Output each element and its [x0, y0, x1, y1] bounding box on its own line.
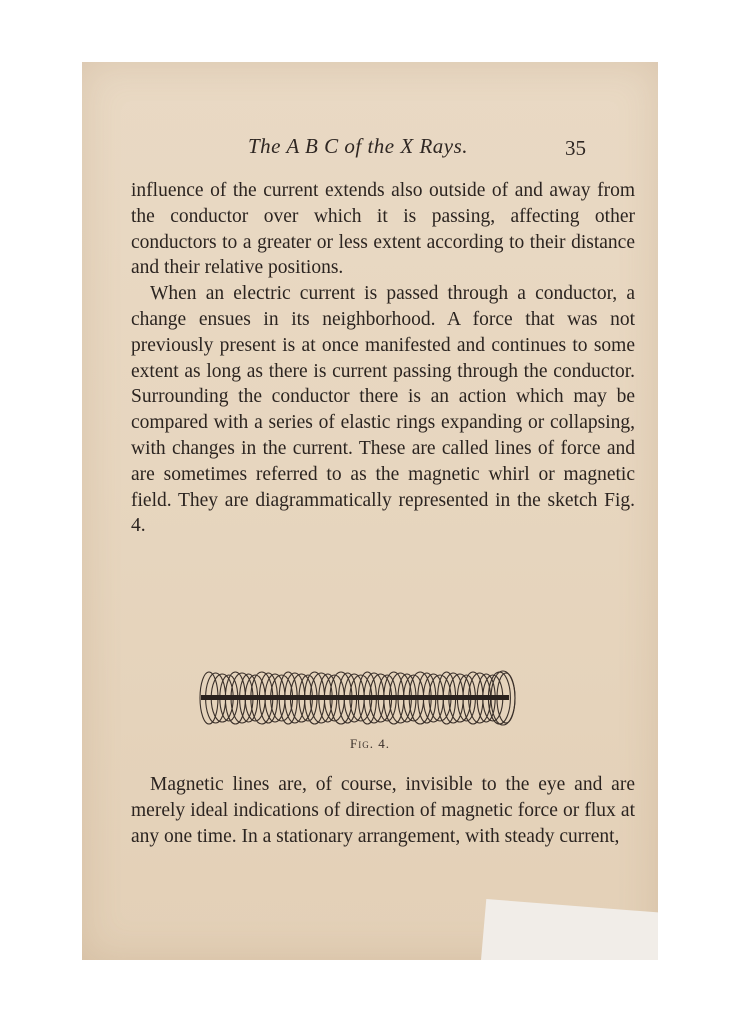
- torn-corner: [481, 899, 658, 960]
- paragraph-continued: influence of the current extends also outside of and away from the conductor over which it is passing, affecting other conductors to a greater or less extent according to their distance and their relative positions.: [131, 180, 635, 279]
- coil-of-magnetic-lines-illustration: [187, 664, 522, 734]
- running-head: [130, 134, 586, 162]
- book-page: [82, 62, 658, 960]
- running-title: The A B C of the X Rays.: [247, 134, 469, 158]
- page-number: 35: [565, 136, 586, 160]
- paragraph: When an electric current is passed through a conductor, a change ensues in its neighborhood. A force that was not previously present is at once manifested and continues to some extent as long as there is current passing through the conductor. Surrounding the conductor there is an action which may be compared with a series of elastic rings expanding or collapsing, with changes in the current. These are called lines of force and are sometimes referred to as the magnetic whirl or magnetic field. They are diagrammatically represented in the sketch Fig. 4.: [131, 283, 635, 537]
- conductor-rod: [201, 695, 509, 700]
- paragraph: Magnetic lines are, of course, invisible to the eye and are merely ideal indications of direction of magnetic force or flux at any one time. In a stationary arrangement, with steady current,: [131, 774, 635, 847]
- text-block-bottom: [131, 772, 635, 849]
- figure-caption: Fig. 4.: [350, 736, 390, 751]
- text-block-top: [131, 178, 635, 539]
